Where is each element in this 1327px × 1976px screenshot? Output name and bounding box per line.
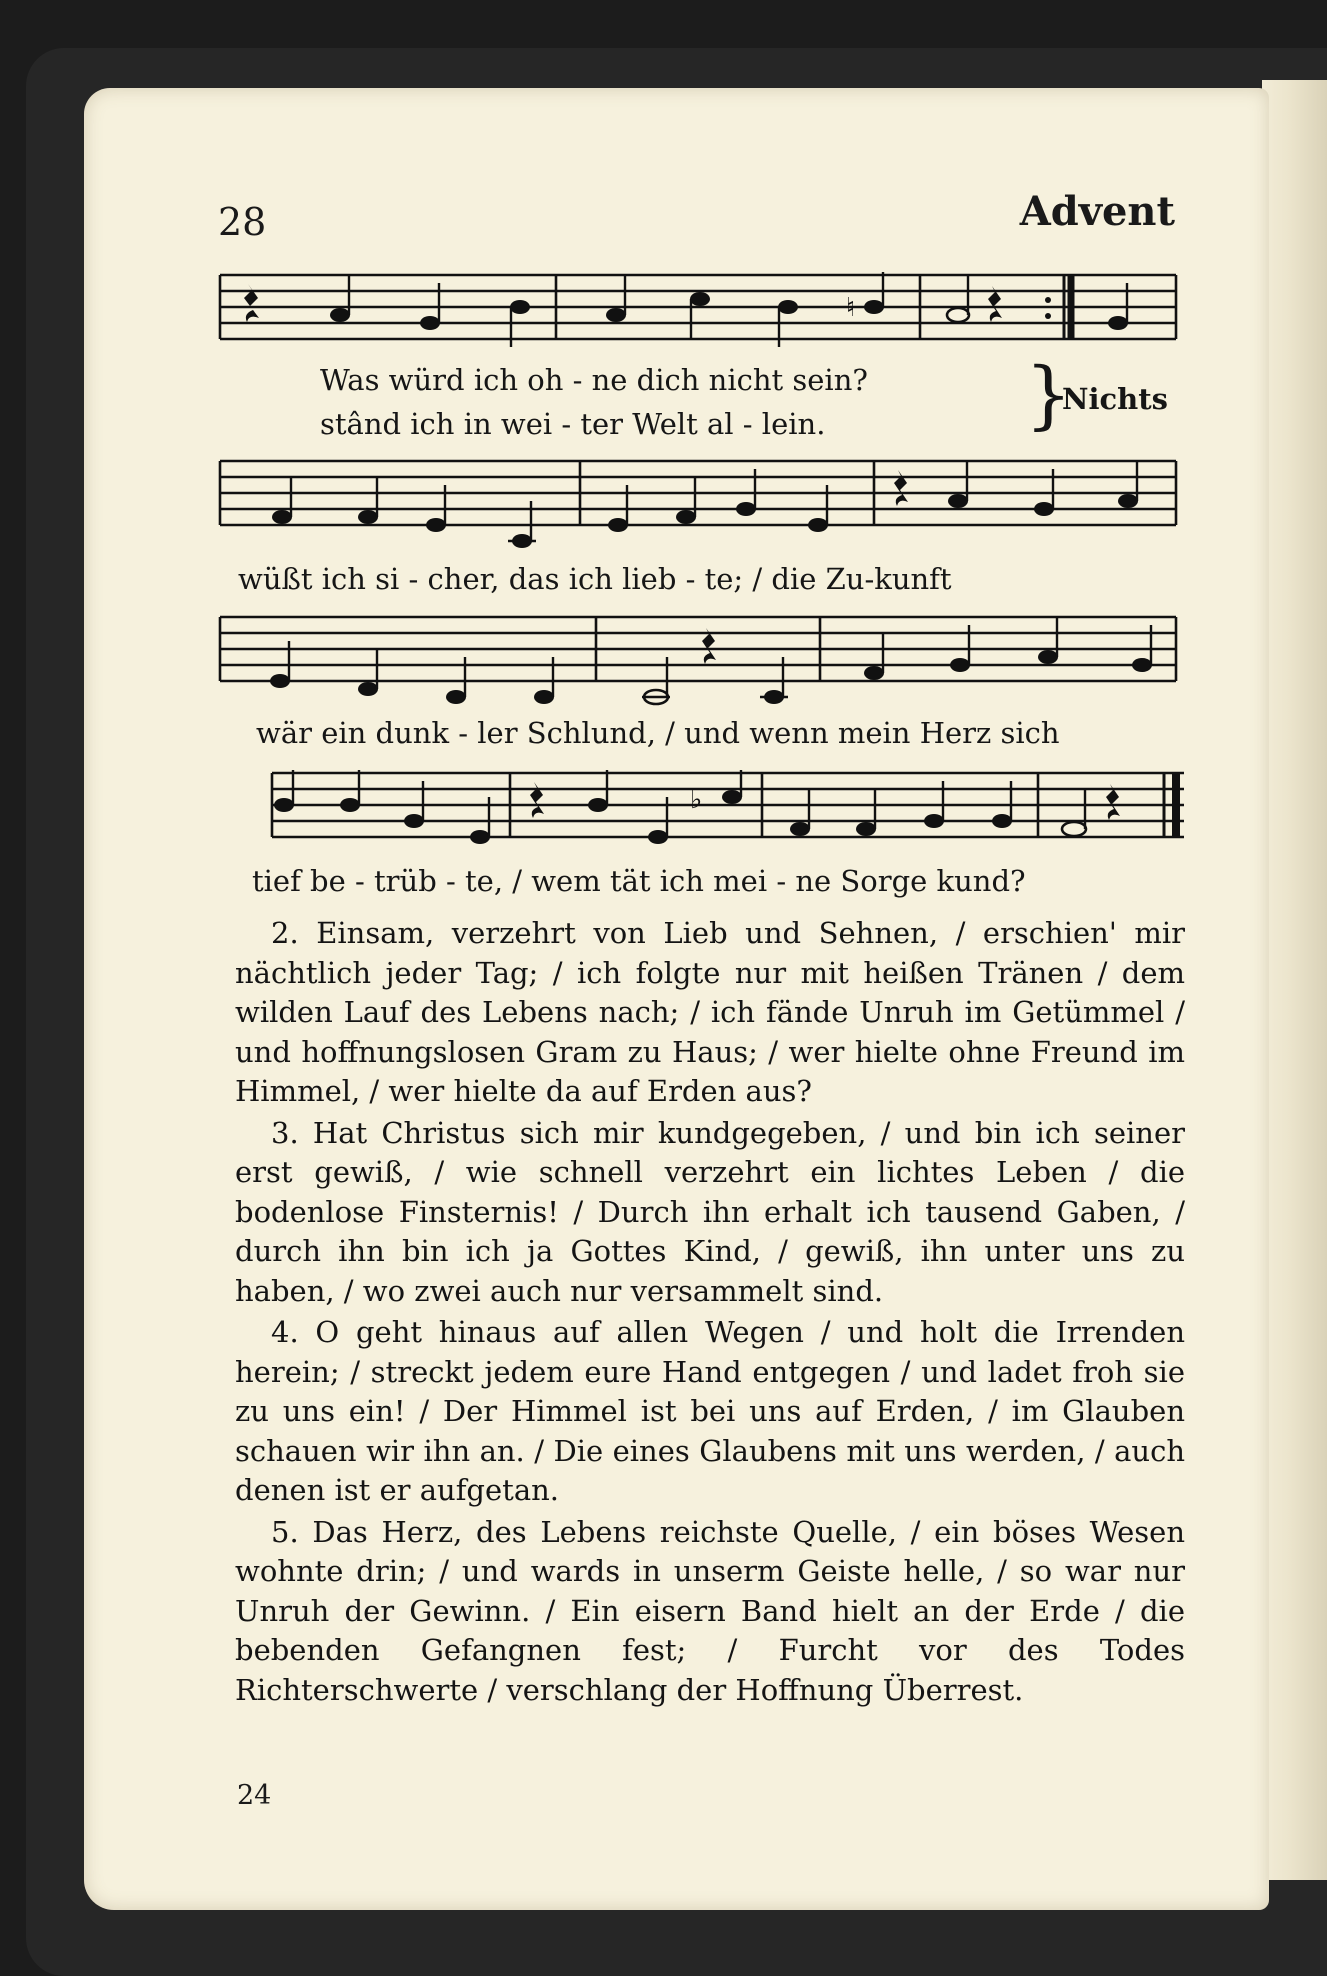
lyric-line-1-continuation: Nichts [1062, 382, 1168, 416]
verse-2: 2. Einsam, verzehrt von Lieb und Sehnen, / erschien' mir nächtlich jeder Tag; / ich folgte nur mit heißen Tränen / dem wilden Lauf des Lebens nach; / ich fände Unruh im Getümmel / und hoffnungslosen Gram zu Haus; / wer hielte ohne Freund im Himmel, / wer hielte da auf Erden aus? [235, 916, 1185, 1108]
music-staff-2 [218, 458, 1178, 568]
verse-5: 5. Das Herz, des Lebens reichste Quelle, / ein böses Wesen wohnte drin; / und wards in unserm Geiste helle, / so war nur Unruh der Gewinn. / Ein eisern Band hielt an der Erde / die bebenden Gefangnen fest; / Furcht vor des Todes Richterschwerte / verschlang der Hoffnung Überrest. [235, 1514, 1185, 1707]
lyric-line-4: tief be - trüb - te, / wem tät ich mei - ne Sorge kund? [252, 864, 1026, 898]
svg-text:♮: ♮ [846, 293, 856, 323]
lyric-brace: } [1025, 352, 1073, 438]
verse-4: 4. O geht hinaus auf allen Wegen / und holt die Irrenden herein; / streckt jedem eure Hand entgegen / und ladet froh sie zu uns ein! / Der Himmel ist bei uns auf Erden, / im Glauben schauen wir ihn an. / Die eines Glaubens mit uns werden, / auch denen ist er aufgetan. [235, 1315, 1185, 1507]
page-edges [1262, 80, 1327, 1880]
verse-block [235, 914, 1185, 1712]
music-staff-3 [218, 614, 1178, 724]
verse-3: 3. Hat Christus sich mir kundgegeben, / und bin ich seiner erst gewiß, / wie schnell verzehrt ein lichtes Leben / die bodenlose Finsternis! / Durch ihn erhalt ich tausend Gaben, / durch ihn bin ich ja Gottes Kind, / gewiß, ihn unter uns zu haben, / wo zwei auch nur versammelt sind. [235, 1115, 1185, 1308]
music-staff-1 [218, 272, 1178, 362]
lyric-line-3: wär ein dunk - ler Schlund, / und wenn mein Herz sich [256, 716, 1060, 750]
lyric-line-2: wüßt ich si - cher, das ich lieb - te; / die Zu-kunft [238, 562, 952, 596]
page-number: 28 [218, 200, 267, 244]
svg-text:♭: ♭ [690, 785, 703, 815]
music-staff-4 [270, 770, 1186, 870]
lyric-line-1b: stând ich in wei - ter Welt al - lein. [320, 407, 826, 441]
signature-number: 24 [237, 1780, 272, 1811]
lyric-line-1a: Was würd ich oh - ne dich nicht sein? [320, 363, 868, 397]
section-title: Advent [1019, 188, 1175, 235]
